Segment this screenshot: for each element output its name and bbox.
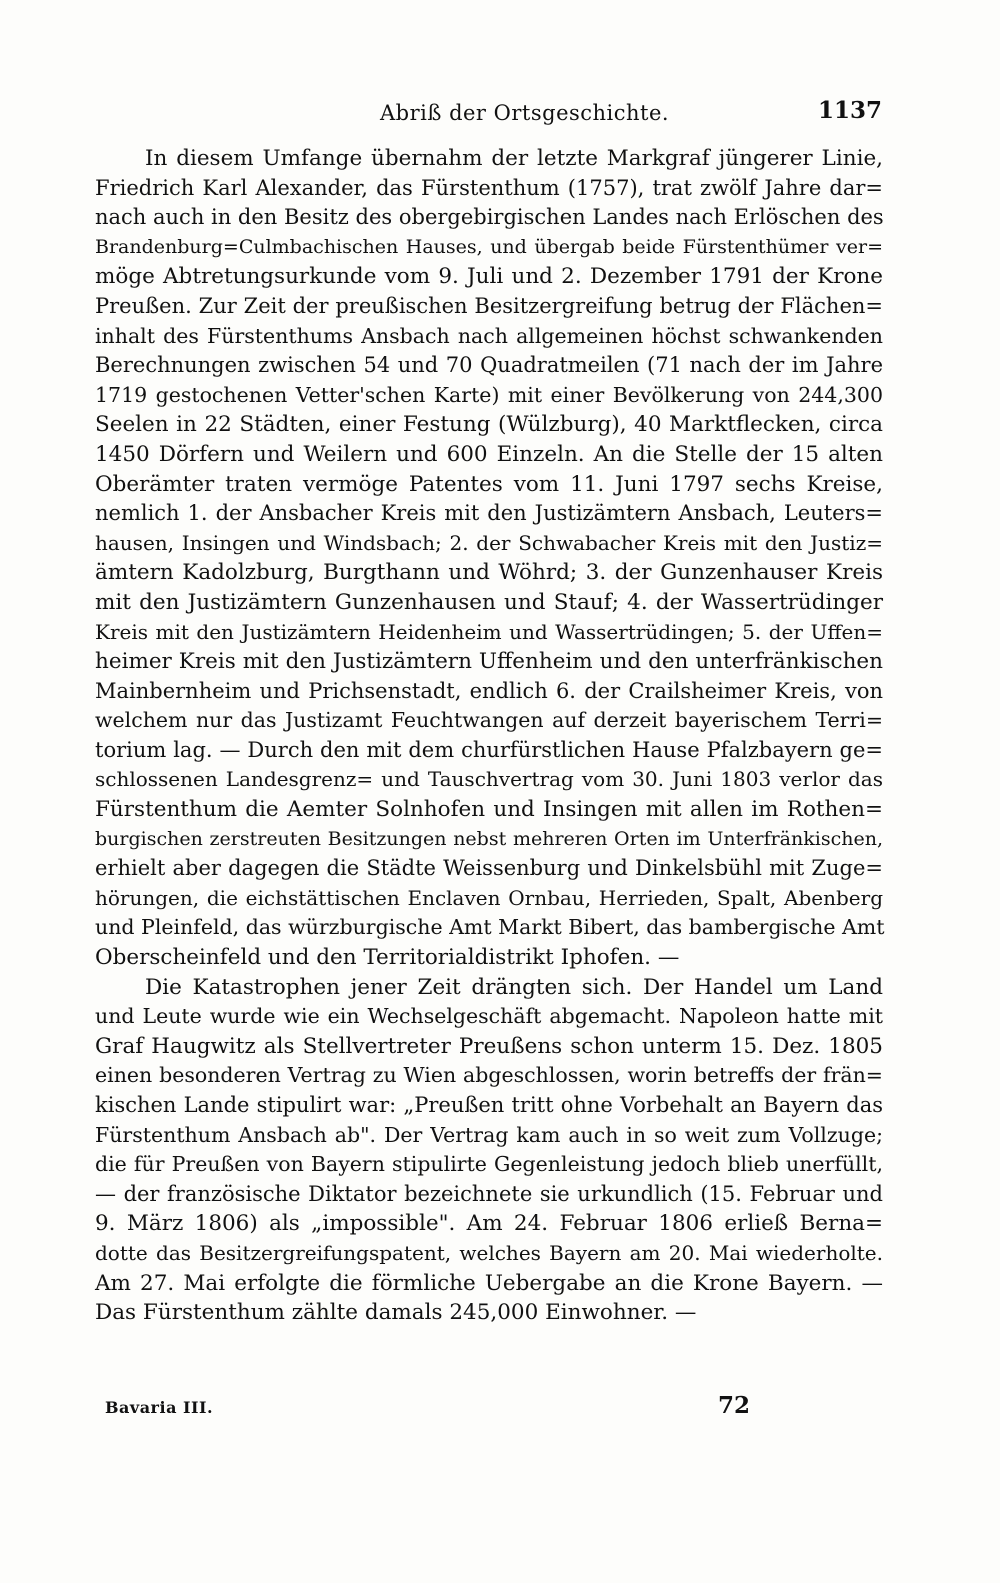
text-line: Seelen in 22 Städten, einer Festung (Wülzburg), 40 Marktflecken, circa [95, 412, 883, 438]
text-line: und Leute wurde wie ein Wechselgeschäft abgemacht. Napoleon hatte mit [95, 1004, 883, 1029]
text-line: Preußen. Zur Zeit der preußischen Besitzergreifung betrug der Flächen= [95, 293, 883, 318]
text-line: heimer Kreis mit den Justizämtern Uffenheim und den unterfränkischen [95, 649, 883, 675]
paragraph [95, 973, 883, 1328]
text-line: ämtern Kadolzburg, Burgthann und Wöhrd; 3. der Gunzenhauser Kreis [95, 560, 883, 586]
text-line: nemlich 1. der Ansbacher Kreis mit den Justizämtern Ansbach, Leuters= [95, 501, 883, 526]
text-line: erhielt aber dagegen die Städte Weissenburg und Dinkelsbühl mit Zuge= [95, 856, 883, 881]
text-line: hausen, Insingen und Windsbach; 2. der Schwabacher Kreis mit den Justiz= [95, 530, 883, 555]
text-line: Brandenburg=Culmbachischen Hauses, und übergab beide Fürstenthümer ver= [95, 235, 883, 258]
text-line: Oberämter traten vermöge Patentes vom 11. Juni 1797 sechs Kreise, [95, 471, 883, 497]
text-line: 1719 gestochenen Vetter'schen Karte) mit einer Bevölkerung von 244,300 [95, 382, 883, 407]
sheet-number: 72 [718, 1392, 751, 1419]
text-line: Friedrich Karl Alexander, das Fürstenthum (1757), trat zwölf Jahre dar= [95, 175, 883, 200]
page-number: 1137 [817, 97, 882, 124]
text-line: Fürstenthum Ansbach ab". Der Vertrag kam auch in so weit zum Vollzuge; [95, 1122, 883, 1147]
sheet-signature: Bavaria III. [105, 1398, 214, 1417]
text-line: die für Preußen von Bayern stipulirte Gegenleistung jedoch blieb unerfüllt, [95, 1152, 883, 1177]
text-line: 9. März 1806) als „impossible". Am 24. Februar 1806 erließ Berna= [95, 1211, 883, 1237]
text-line: Die Katastrophen jener Zeit drängten sich. Der Handel um Land [145, 974, 883, 1000]
text-line: welchem nur das Justizamt Feuchtwangen auf derzeit bayerischem Terri= [95, 708, 883, 733]
text-line: Kreis mit den Justizämtern Heidenheim und Wassertrüdingen; 5. der Uffen= [95, 619, 883, 644]
text-line: Oberscheinfeld und den Territorialdistrikt Iphofen. — [95, 945, 680, 971]
text-line: dotte das Besitzergreifungspatent, welches Bayern am 20. Mai wiederholte. [95, 1240, 883, 1265]
text-line: — der französische Diktator bezeichnete sie urkundlich (15. Februar und [95, 1181, 883, 1206]
text-line: mit den Justizämtern Gunzenhausen und Stauf; 4. der Wassertrüdinger [95, 589, 883, 615]
text-line: burgischen zerstreuten Besitzungen nebst mehreren Orten im Unterfränkischen, [95, 827, 883, 850]
paragraph [95, 144, 883, 973]
text-line: Das Fürstenthum zählte damals 245,000 Einwohner. — [95, 1300, 697, 1326]
text-line: 1450 Dörfern und Weilern und 600 Einzeln. An die Stelle der 15 alten [95, 441, 883, 467]
text-line: hörungen, die eichstättischen Enclaven Ornbau, Herrieden, Spalt, Abenberg [95, 885, 883, 910]
text-line: Berechnungen zwischen 54 und 70 Quadratmeilen (71 nach der im Jahre [95, 353, 883, 378]
text-line: inhalt des Fürstenthums Ansbach nach allgemeinen höchst schwankenden [95, 323, 883, 348]
text-line: torium lag. — Durch den mit dem churfürstlichen Hause Pfalzbayern ge= [95, 737, 883, 762]
page-footer [0, 1392, 1000, 1422]
text-line: und Pleinfeld, das würzburgische Amt Markt Bibert, das bambergische Amt [95, 915, 885, 940]
running-head [0, 97, 1000, 129]
text-line: kischen Lande stipulirt war: „Preußen tritt ohne Vorbehalt an Bayern das [95, 1093, 883, 1117]
text-line: schlossenen Landesgrenz= und Tauschvertrag vom 30. Juni 1803 verlor das [95, 767, 883, 792]
text-line: möge Abtretungsurkunde vom 9. Juli und 2. Dezember 1791 der Krone [95, 264, 883, 290]
text-line: Am 27. Mai erfolgte die förmliche Uebergabe an die Krone Bayern. — [95, 1270, 883, 1296]
text-line: einen besonderen Vertrag zu Wien abgeschlossen, worin betreffs der frän= [95, 1063, 883, 1088]
text-line: nach auch in den Besitz des obergebirgischen Landes nach Erlöschen des [95, 205, 884, 230]
running-title: Abriß der Ortsgeschichte. [380, 101, 670, 125]
text-line: In diesem Umfange übernahm der letzte Markgraf jüngerer Linie, [145, 146, 883, 171]
text-line: Mainbernheim und Prichsenstadt, endlich 6. der Crailsheimer Kreis, von [95, 678, 883, 703]
text-line: Fürstenthum die Aemter Solnhofen und Insingen mit allen im Rothen= [95, 797, 883, 823]
body-text [95, 144, 883, 1328]
text-line: Graf Haugwitz als Stellvertreter Preußens schon unterm 15. Dez. 1805 [95, 1033, 883, 1059]
